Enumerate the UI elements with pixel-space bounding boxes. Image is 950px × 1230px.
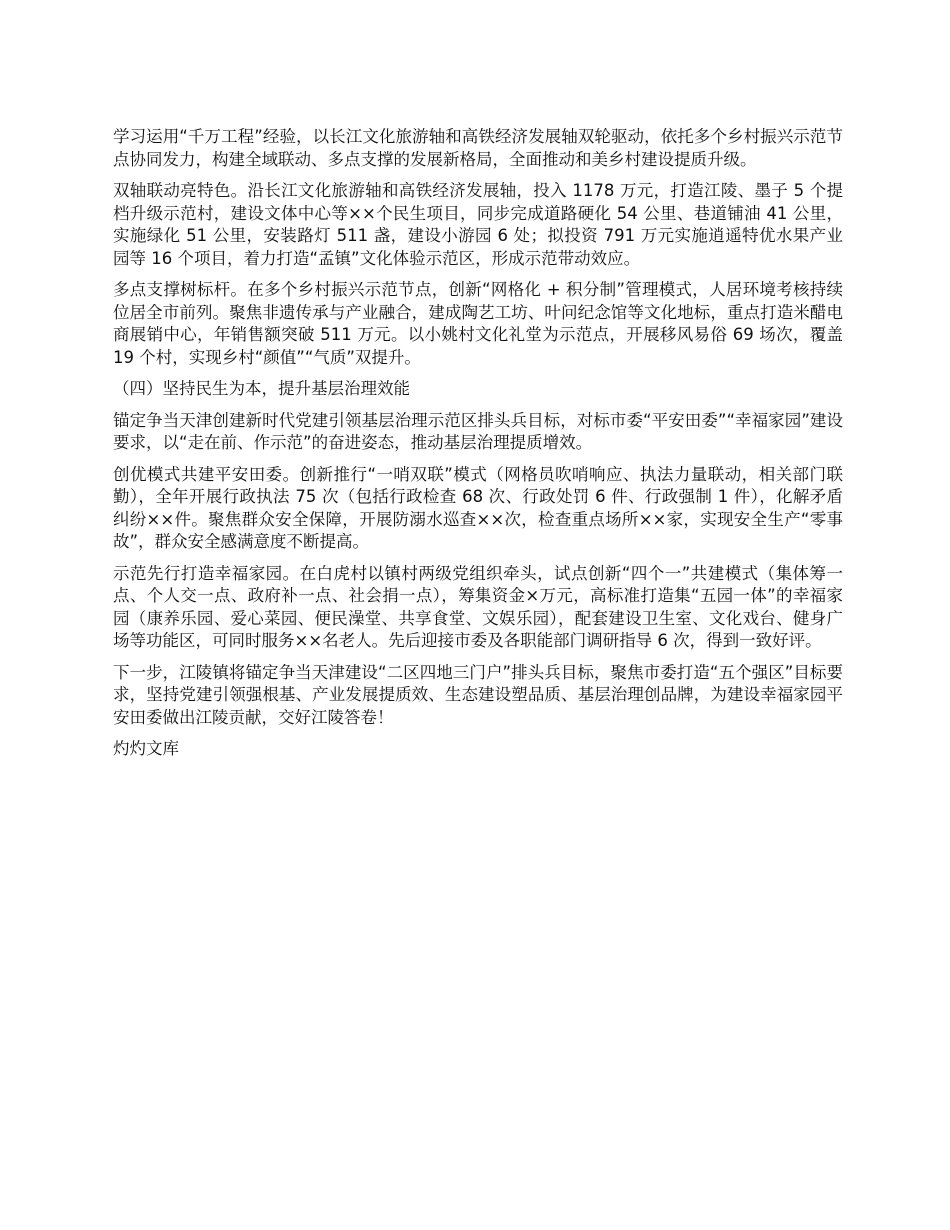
paragraph-governance-goal: 锚定争当天津创建新时代党建引领基层治理示范区排头兵目标，对标市委“平安田委”“幸福家园”建设要求，以“走在前、作示范”的奋进姿态，推动基层治理提质增效。 (113, 410, 843, 452)
paragraph-dual-axis: 双轴联动亮特色。沿长江文化旅游轴和高铁经济发展轴，投入 1178 万元，打造江陵、墨子 5 个提档升级示范村，建设文体中心等××个民生项目，同步完成道路硬化 54 公里、巷道铺油 41 公里，实施绿化 51 公里，安装路灯 511 盏，建设小游园 6 处；拟投资 791 万元实施逍遥特优水果产业园等 16 个项目，着力打造“孟镇”文化体验示范区，形成示范带动效应。 (113, 181, 843, 268)
source-label: 灼灼文库 (113, 739, 179, 758)
paragraph-multi-point-support: 多点支撑树标杆。在多个乡村振兴示范节点，创新“网格化 + 积分制”管理模式，人居环境考核持续位居全市前列。聚焦非遗传承与产业融合，建成陶艺工坊、叶问纪念馆等文化地标，重点打造米醋电商展销中心，年销售额突破 511 万元。以小姚村文化礼堂为示范点，开展移风易俗 69 场次，覆盖 19 个村，实现乡村“颜值”“气质”双提升。 (113, 280, 843, 367)
document-body (113, 126, 843, 770)
section-heading-four: （四）坚持民生为本，提升基层治理效能 (113, 379, 410, 398)
paragraph-happy-home: 示范先行打造幸福家园。在白虎村以镇村两级党组织牵头，试点创新“四个一”共建模式（集体筹一点、个人交一点、政府补一点、社会捐一点），筹集资金×万元，高标准打造集“五园一体”的幸福家园（康养乐园、爱心菜园、便民澡堂、共享食堂、文娱乐园），配套建设卫生室、文化戏台、健身广场等功能区，可同时服务××名老人。先后迎接市委及各职能部门调研指导 6 次，得到一致好评。 (113, 563, 843, 650)
paragraph-rural-revitalization-intro: 学习运用“千万工程”经验，以长江文化旅游轴和高铁经济发展轴双轮驱动，依托多个乡村振兴示范节点协同发力，构建全域联动、多点支撑的发展新格局，全面推动和美乡村建设提质升级。 (113, 127, 843, 169)
paragraph-next-step: 下一步，江陵镇将锚定争当天津建设“二区四地三门户”排头兵目标，聚焦市委打造“五个强区”目标要求，坚持党建引领强根基、产业发展提质效、生态建设塑品质、基层治理创品牌，为建设幸福家园平安田委做出江陵贡献，交好江陵答卷！ (113, 662, 843, 727)
paragraph-safe-tianwei: 创优模式共建平安田委。创新推行“一哨双联”模式（网格员吹哨响应、执法力量联动，相关部门联勤），全年开展行政执法 75 次（包括行政检查 68 次、行政处罚 6 件、行政强制 1 件），化解矛盾纠纷××件。聚焦群众安全保障，开展防溺水巡查××次，检查重点场所××家，实现安全生产“零事故”，群众安全感满意度不断提高。 (113, 464, 843, 551)
